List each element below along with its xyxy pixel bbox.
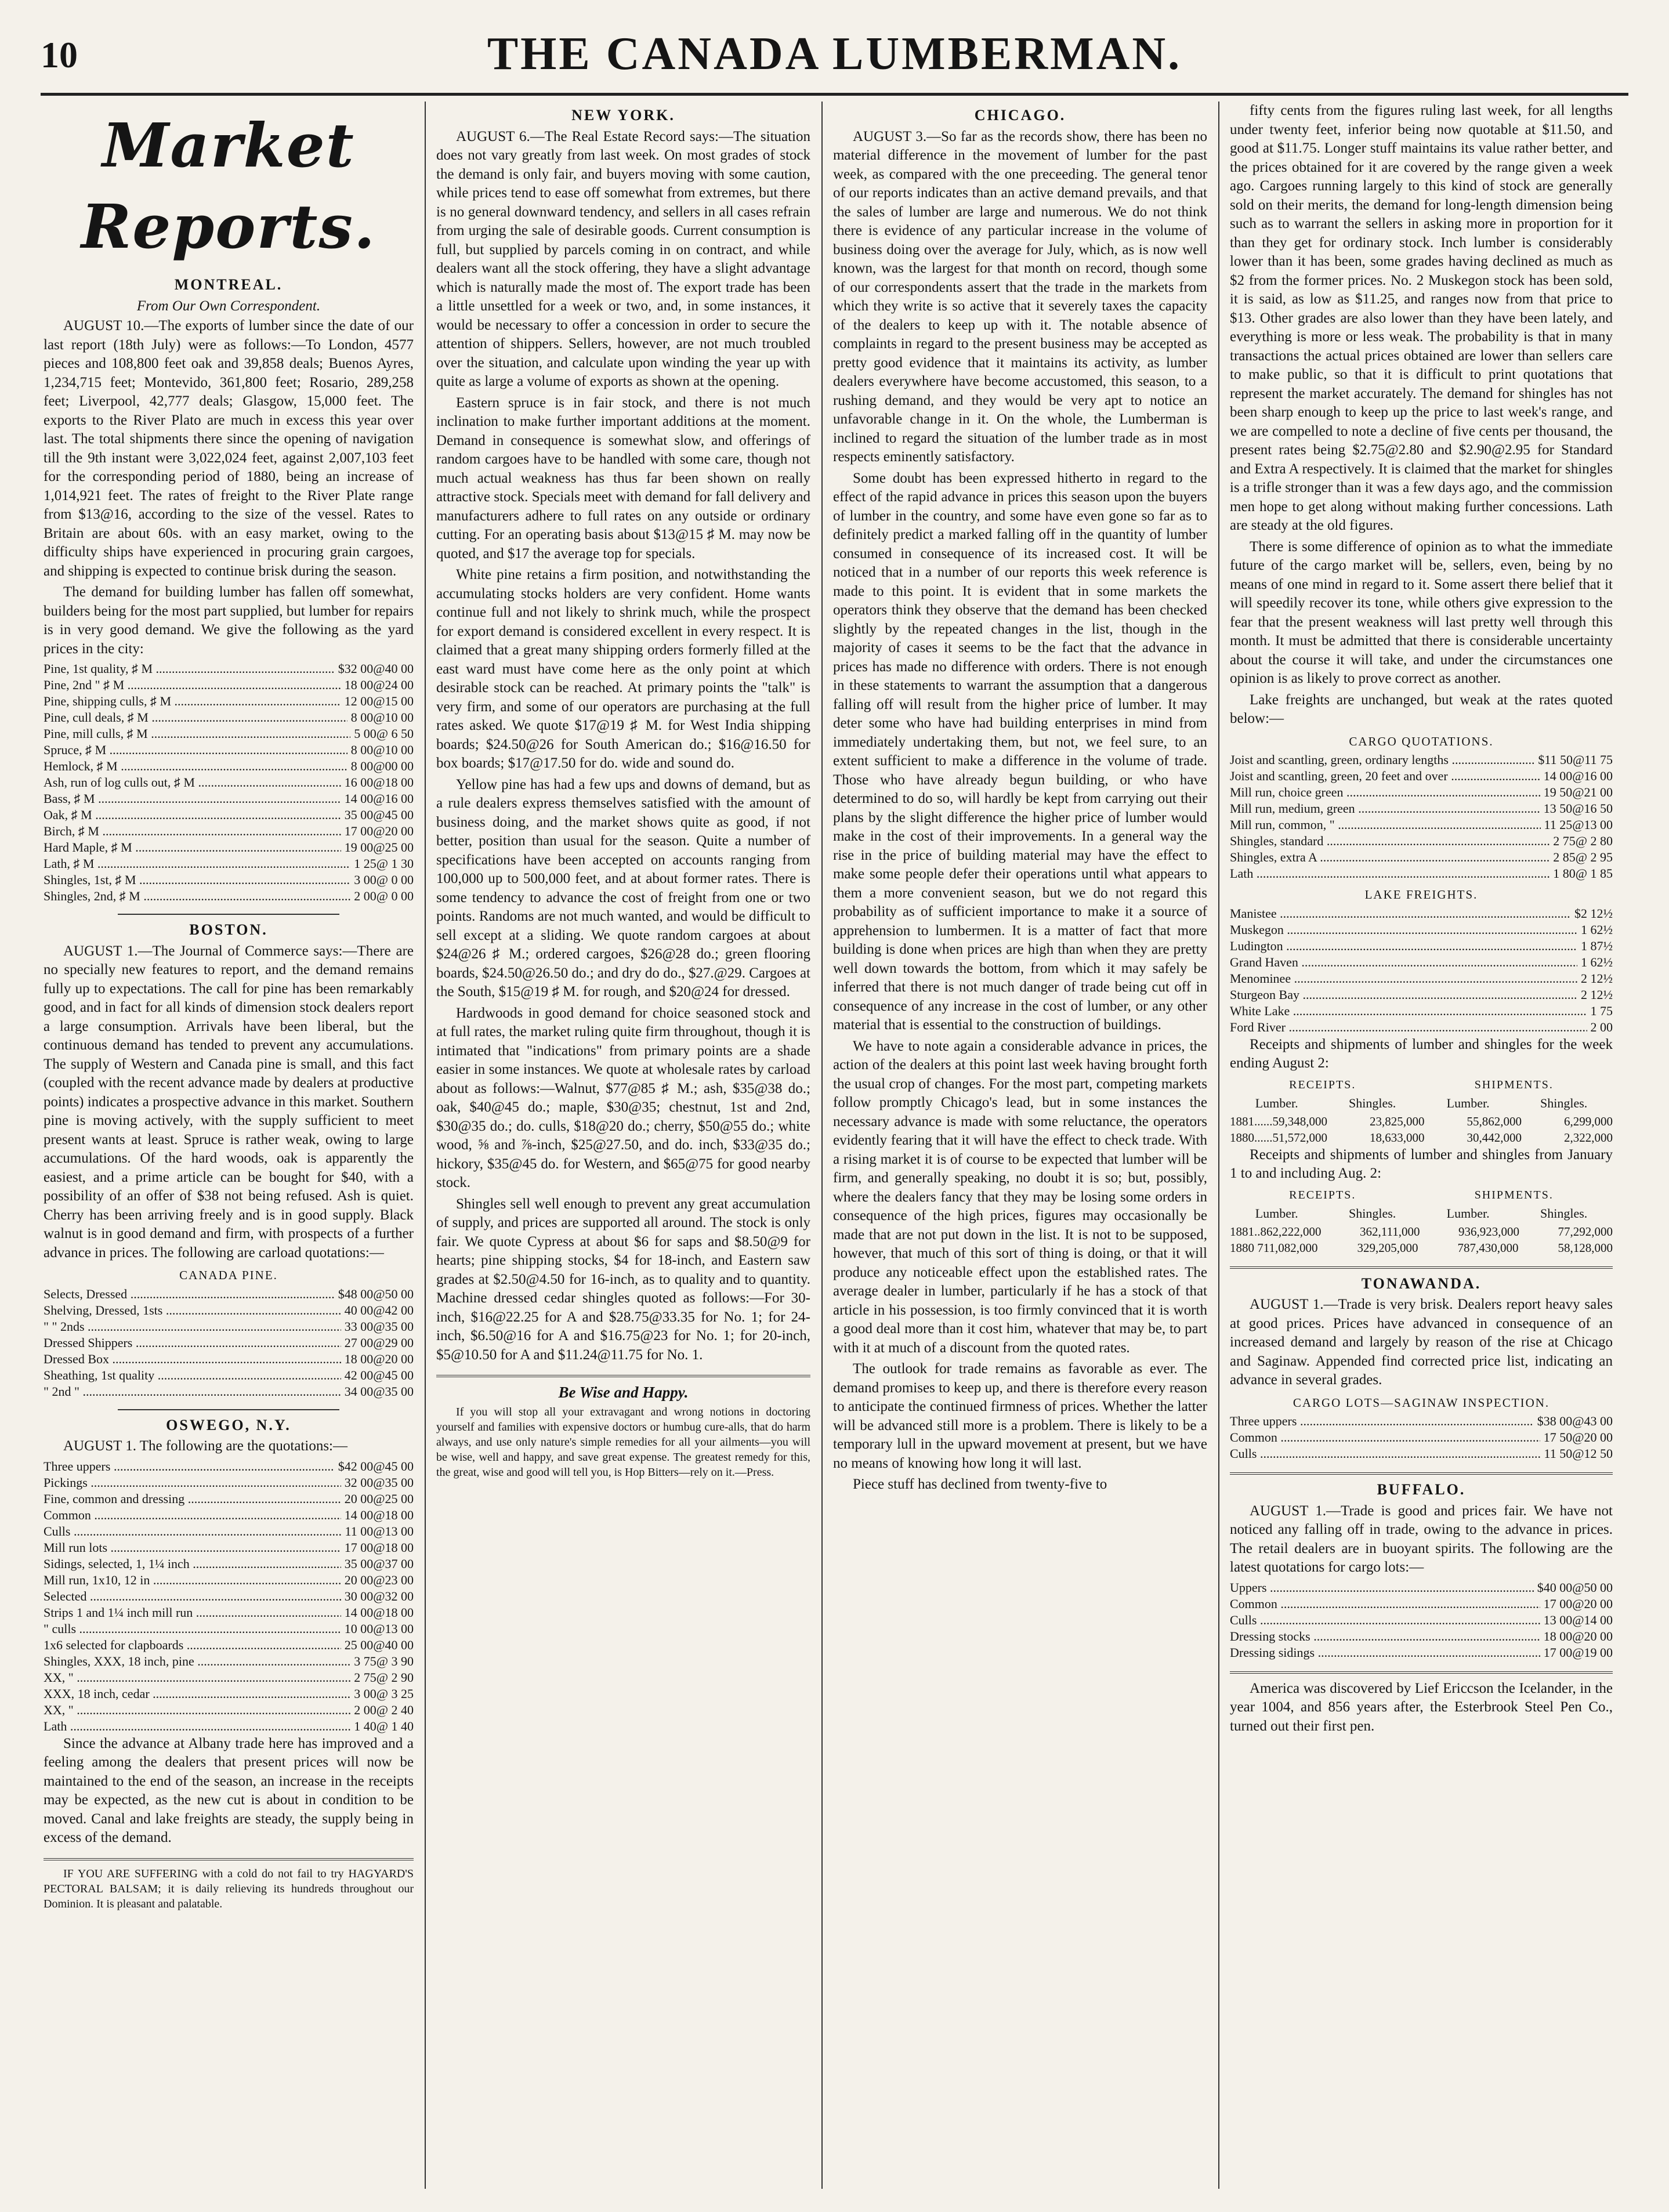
price-label: Three uppers ..... — [44, 1458, 335, 1475]
price-label: XX, " ..... — [44, 1702, 350, 1718]
lake-freights-title: LAKE FREIGHTS. — [1364, 888, 1478, 902]
price-label: Common ..... — [44, 1507, 341, 1523]
buffalo-heading: BUFFALO. — [1377, 1481, 1466, 1498]
price-value: 8 00@10 00 — [350, 710, 414, 725]
price-row — [44, 791, 414, 807]
price-value: 14 00@16 00 — [1543, 769, 1613, 783]
price-label: Muskegon ..... — [1230, 922, 1577, 938]
receipts-columns — [1230, 1204, 1613, 1223]
price-label: Mill run, 1x10, 12 in ..... — [44, 1572, 341, 1588]
stat-cell: 1881..862,222,000 — [1230, 1224, 1322, 1239]
section-rule — [1230, 1472, 1613, 1475]
price-label: Sturgeon Bay ..... — [1230, 987, 1577, 1003]
price-value: $2 12½ — [1574, 906, 1613, 921]
price-label: Pine, 2nd " ♯ M ..... — [44, 677, 341, 693]
price-row — [44, 1351, 414, 1367]
column-header: Shingles. — [1349, 1206, 1396, 1221]
price-row — [1230, 971, 1613, 987]
cargo-price-list — [1230, 752, 1613, 882]
price-label: Pine, shipping culls, ♯ M ..... — [44, 693, 341, 709]
price-label: Mill run lots ..... — [44, 1540, 341, 1556]
price-row — [44, 1686, 414, 1702]
price-value: 33 00@35 00 — [344, 1319, 414, 1334]
price-value: $11 50@11 75 — [1538, 752, 1613, 767]
paragraph: fifty cents from the figures ruling last week, for all lengths under twenty feet, inferior being now quotable at $11.50, and good at $11.75. Longer stuff maintains its value rather better, and the prices obtained for it are covered by the range given a week ago. Cargoes running largely to this kind of stock are generally sold on their merits, the demand for long-length dimension being such as to warrant the sellers in asking more in proportion for it than they get for ordinary stock. Inch lumber is considerably lower than it has been, some grades having declined as much as $2 from the former prices. No. 2 Muskegon stock has been sold, it is said, as low as $11.25, and ranges now from that price to $13. Other grades are also lower than they have been lately, and everything is more or less weak. The probability is that in many transactions the actual prices obtained are lower than sellers care to make public, so that it is difficult to print quotations that represent the market accurately. The demand for shingles has not been sharp enough to keep up the price to last week's range, and we are compelled to note a decline of five cents per thousand, the present rates being $2.75@2.80 and $2.90@2.95 for Standard and Extra A respectively. It is claimed that the market for shingles is a trifle stronger than it was a few days ago, and the commission men hope to get along without making further concessions. Lath are steady at the old figures. — [1230, 103, 1613, 533]
receipts-label: RECEIPTS. — [1289, 1078, 1356, 1091]
boston-paragraph: AUGUST 1.—The Journal of Commerce says:—There are no specially new features to report, and the demand remains fully up to expectations. The call for pine has been remarkably good, and in fact for all kinds of dimension stock dealers report a large consumption. Arrivals have been liberal, but the continuous demand has tended to prevent any accumulations. The supply of Western and Canada pine is small, and this fact (coupled with the recent advance made by dealers at productive points) indicates a prospective advance in this market. Southern pine is moving actively, with the supply sufficient to meet present wants at least. Spruce is rather weak, owing to large accumulations. Of the hard woods, oak is apparently the easiest, and a prime article can be bought for $40, with a possibility of an offer of $38 not being refused. Ash is quiet. Cherry has been arriving freely and is in good supply. Black walnut is in good demand and firm, with prospects of a further advance in prices. The following are carload quotations:— — [44, 943, 414, 1261]
price-label: Common ..... — [1230, 1596, 1540, 1612]
price-label: Shingles, 2nd, ♯ M ..... — [44, 888, 350, 904]
page-header — [41, 23, 1628, 93]
price-label: Culls ..... — [1230, 1446, 1541, 1462]
price-value: 11 00@13 00 — [345, 1523, 414, 1538]
receipts-header — [1230, 1076, 1613, 1095]
price-label: Lath ..... — [44, 1718, 350, 1735]
paragraph: Lake freights are unchanged, but weak at the rates quoted below:— — [1230, 692, 1613, 726]
price-row — [44, 1540, 414, 1556]
price-row — [44, 1605, 414, 1621]
price-row — [44, 742, 414, 758]
price-label: Culls ..... — [1230, 1612, 1540, 1628]
column-3 — [833, 102, 1207, 2195]
price-value: 2 85@ 2 95 — [1553, 850, 1613, 864]
price-row — [44, 1588, 414, 1605]
price-row — [1230, 833, 1613, 849]
price-row — [44, 1718, 414, 1735]
price-row — [44, 1286, 414, 1302]
price-value: 1 87½ — [1581, 938, 1613, 953]
price-label: Spruce, ♯ M ..... — [44, 742, 347, 758]
stat-cell: 55,862,000 — [1467, 1114, 1522, 1128]
stat-cell: 58,128,000 — [1558, 1240, 1613, 1255]
page-number: 10 — [41, 34, 78, 75]
price-row — [44, 1637, 414, 1653]
price-value: 32 00@35 00 — [344, 1475, 414, 1490]
receipts-intro: Receipts and shipments of lumber and shingles for the week ending August 2: — [1230, 1036, 1613, 1071]
stat-row — [1230, 1129, 1613, 1146]
section-rule — [1230, 1266, 1613, 1269]
price-label: Dressing sidings ..... — [1230, 1645, 1540, 1661]
price-row — [44, 1458, 414, 1475]
paragraph: Yellow pine has had a few ups and downs of demand, but as a rule dealers express themselves satisfied with the amount of business doing, and the market shows quite as good, if not better, position than usual for the season. Quite a number of specifications have been accepted on accounts ranging from 100,000 up to 500,000 feet, and at about former rates. There is some tendency to advance the cost of freight from one or two points. Randoms are not much wanted, and would be difficult to sell except at a sliding. We quote random cargoes at about $24@26 ♯ M.; ordered cargoes, $26@28 do.; green flooring boards, $24.50@26.50 do.; and dry do do., $27.@29. Cargoes at the South, $15@19 ♯ M. for rough, and $20@24 for dressed. — [436, 776, 810, 1000]
price-value: 30 00@32 00 — [344, 1588, 414, 1603]
price-value: 1 80@ 1 85 — [1553, 866, 1613, 881]
paragraph: There is some difference of opinion as to what the immediate future of the cargo market will be, sellers, even, being by no means of one mind in regard to it. Some assert there belief that it will speedily recover its tone, while others give expression to the fear that the present weakness will last pretty well through this month. It must be admitted that there is considerable uncertainty about the course it will take, and under the circumstances one opinion is as likely to prove correct as another. — [1230, 538, 1613, 686]
receipts-rows — [1230, 1223, 1613, 1256]
price-row — [44, 1302, 414, 1319]
paragraph: Piece stuff has declined from twenty-five to — [853, 1476, 1107, 1492]
price-value: 12 00@15 00 — [344, 694, 414, 708]
price-value: 13 00@14 00 — [1543, 1612, 1613, 1627]
price-value: 3 00@ 3 25 — [354, 1686, 414, 1701]
receipts-rows — [1230, 1113, 1613, 1146]
receipts-intro: Receipts and shipments of lumber and shingles from January 1 to and including Aug. 2: — [1230, 1146, 1613, 1181]
price-row — [1230, 768, 1613, 784]
price-value: $42 00@45 00 — [338, 1458, 414, 1474]
price-value: 27 00@29 00 — [344, 1335, 414, 1350]
price-row — [44, 1702, 414, 1718]
price-label: Dressing stocks ..... — [1230, 1628, 1540, 1645]
footer-note: IF YOU ARE SUFFERING with a cold do not fail to try HAGYARD'S PECTORAL BALSAM; it is daily relieving its hundreds throughout our Dominion. It is pleasant and palatable. — [44, 1867, 414, 1910]
paragraph: The outlook for trade remains as favorable as ever. The demand promises to keep up, and there is therefore every reason to anticipate the continued firmness of prices. Whether the latter will be advanced still more is a problem. There is likely to be a temporary lull in the upward movement at present, but we have no means of knowing how long it will last. — [833, 1361, 1207, 1471]
price-value: 18 00@20 00 — [344, 1351, 414, 1366]
column-header: Lumber. — [1446, 1206, 1490, 1221]
receipts-header — [1230, 1186, 1613, 1205]
price-row — [44, 807, 414, 823]
price-row — [44, 661, 414, 677]
price-label: Dressed Box ..... — [44, 1351, 341, 1367]
price-value: 17 00@18 00 — [344, 1540, 414, 1555]
price-row — [44, 1556, 414, 1572]
price-value: 42 00@45 00 — [344, 1367, 414, 1382]
price-label: Ash, run of log culls out, ♯ M ..... — [44, 774, 341, 791]
price-row — [44, 1335, 414, 1351]
price-label: Manistee ..... — [1230, 906, 1571, 922]
price-label: 1x6 selected for clapboards ..... — [44, 1637, 341, 1653]
section-rule — [436, 1375, 810, 1377]
price-row — [44, 1319, 414, 1335]
price-row — [44, 1475, 414, 1491]
stat-cell: 77,292,000 — [1558, 1224, 1613, 1239]
stat-cell: 1880 711,082,000 — [1230, 1240, 1318, 1255]
chicago-heading: CHICAGO. — [974, 107, 1066, 124]
price-value: 17 50@20 00 — [1543, 1430, 1613, 1445]
price-value: 1 25@ 1 30 — [354, 856, 414, 871]
price-label: Sidings, selected, 1, 1¼ inch ..... — [44, 1556, 341, 1572]
montreal-paragraph: The demand for building lumber has fallen off somewhat, builders being for the most part supplied, but lumber for repairs is in very good demand. We give the following as the yard prices in the city: — [44, 584, 414, 657]
stat-cell: 936,923,000 — [1458, 1224, 1519, 1239]
price-label: Shingles, XXX, 18 inch, pine ..... — [44, 1653, 350, 1670]
price-row — [1230, 1580, 1613, 1596]
cargo-lots-title: CARGO LOTS—SAGINAW INSPECTION. — [1293, 1395, 1550, 1410]
price-value: $32 00@40 00 — [338, 661, 414, 676]
price-row — [1230, 1628, 1613, 1645]
price-value: 19 00@25 00 — [344, 840, 414, 855]
price-row — [1230, 1413, 1613, 1429]
oswego-heading: OSWEGO, N.Y. — [166, 1416, 291, 1433]
column-header: Shingles. — [1349, 1096, 1396, 1110]
price-label: Lath, ♯ M ..... — [44, 856, 350, 872]
price-label: Hemlock, ♯ M ..... — [44, 758, 347, 774]
price-value: 2 12½ — [1581, 987, 1613, 1002]
paragraph: AUGUST 3.—So far as the records show, there has been no material difference in the movement of lumber for the past week, as compared with the one preceeding. The general tenor of our reports indicates than an active demand prevails, and that the sales of lumber are large and numerous. We do not think there is evidence of any particular increase in the volume of business doing over the average for July, which, as is now well known, was the largest for that month on record, though some of our correspondents assert that the trade in the markets from which they write is so active that it severely taxes the capacity of the dealers to keep up with it. The notable absence of complaints in regard to the present business may be accepted as pretty good evidence that it maintains its activity, as lumber dealers everywhere have become accustomed, this season, to a rushing demand, and they would be very apt to notice an unfavorable change in it. On the whole, the Lumberman is inclined to regard the situation of the lumber trade as in most respects eminently satisfactory. — [833, 128, 1207, 465]
chicago-continued-text — [1230, 102, 1613, 729]
bewise-text: If you will stop all your extravagant and wrong notions in doctoring yourself and families with expensive doctors or humbug cure-alls, that do harm always, and use only nature's simple remedies for all your ailments—you will be wise, well and happy, and save great expense. The greatest remedy for this, the great, wise and good will tell you, is Hop Bitters—rely on it.—Press. — [436, 1405, 810, 1479]
price-row — [1230, 1019, 1613, 1036]
price-value: 10 00@13 00 — [344, 1621, 414, 1636]
oswego-paragraph: AUGUST 1. The following are the quotations:— — [63, 1438, 347, 1454]
price-value: 11 25@13 00 — [1544, 817, 1613, 832]
receipts-columns — [1230, 1094, 1613, 1113]
column-2 — [436, 102, 810, 2195]
price-row — [44, 709, 414, 726]
price-value: 14 00@18 00 — [344, 1507, 414, 1522]
price-value: 40 00@42 00 — [344, 1302, 414, 1317]
price-label: Bass, ♯ M ..... — [44, 791, 341, 807]
price-value: 3 00@ 0 00 — [354, 873, 414, 887]
price-row — [1230, 954, 1613, 971]
shipments-label: SHIPMENTS. — [1474, 1188, 1554, 1201]
stat-cell: 30,442,000 — [1467, 1130, 1522, 1145]
stat-cell: 787,430,000 — [1457, 1240, 1519, 1255]
price-label: Dressed Shippers ..... — [44, 1335, 341, 1351]
price-row — [44, 774, 414, 791]
paragraph: We have to note again a considerable advance in prices, the action of the dealers at this point last week having brought forth the usual crop of changes. For the most part, competing markets follow promptly Chicago's lead, but in some instances the necessary advance is made with some reluctance, the operators evidently fearing that it will have the effect to check trade. With a rising market it is of course to be expected that lumber will be firm, and generally speaking, no doubt it is so; but, possibly, where the dealers fancy that they may be losing some orders in consequence of the high prices, figures may occasionally be made that are not put down in the list. It is not to be supposed, however, that much of this sort of thing is doing, or that it will produce any noticeable effect upon the established rates. The average dealer in lumber, particularly if he has a stock of that article in his possession, is too firmly convinced that it is worth a good deal more than it cost him, whatever that may be, to part with it at much of a discount from the quoted rates. — [833, 1038, 1207, 1356]
montreal-paragraph: AUGUST 10.—The exports of lumber since the date of our last report (18th July) were as follows:—To London, 4577 pieces and 108,800 feet oak and 39,858 deals; Buenos Ayres, 1,234,715 feet; Montevido, 361,800 feet; Rosario, 289,258 feet; Liverpool, 42,777 deals; Glasgow, 15,000 feet. The exports to the River Plato are much in excess this year over last. The total shipments there since the opening of navigation till the 9th instant were 3,022,024 feet, against 2,007,103 feet for the corresponding period of 1880, being an increase of 1,014,921 feet. The rates of freight to the River Plate range from $13@16, according to the size of the vessel. Rates to Britain are about 60s. with an easy market, owing to the difficulty ships have experienced in procuring grain cargoes, and shipping is expected to continue brisk during the season. — [44, 318, 414, 579]
price-row — [44, 839, 414, 856]
price-row — [44, 1384, 414, 1400]
price-row — [1230, 1612, 1613, 1628]
price-row — [44, 1367, 414, 1384]
section-rule — [44, 1858, 414, 1860]
price-row — [1230, 1645, 1613, 1661]
shipments-label: SHIPMENTS. — [1474, 1078, 1554, 1091]
stat-cell: 6,299,000 — [1564, 1114, 1613, 1128]
price-row — [1230, 801, 1613, 817]
paragraph: Some doubt has been expressed hitherto in regard to the effect of the rapid advance in prices this season upon the buyers of lumber in the country, and some have even gone so far as to definitely predict a marked falling off in the quantity of lumber consumed in consequence of its increased cost. It will be noticed that in a number of our reports this week reference is made to this point. It is evident that in some markets the operators think they observe that the demand has been checked slightly by the repeated changes in the list, though in the majority of cases it seems to be the fact that the advance in prices has made no difference with orders. There is not enough in these statements to warrant the assumption that a dangerous falling off will result from the higher price of lumber. It may deter some who have had building enterprises in mind from immediately undertaking them, but not, we feel sure, to an extent sufficient to make a difference in the volume of trade. Those who have already begun building, or who have determined to do so, will hardly be kept from carrying out their plans by the slight difference the higher price of lumber would make in the cost of their improvements. In a general way the rise in the price of building material may have the effect to make some people defer their operations until what appears to them a more convenient season, but we do not regard this probability as of sufficient importance to make it a source of apprehension to lumbermen. It is a matter of fact that more building is done when prices are high than when they are pretty well down towards the bottom, from which it may safely be inferred that there is not much danger of trade being cut off in consequence of any increase in the cost of lumber, or any other material that is essential to the construction of buildings. — [833, 470, 1207, 1033]
cargo-quotations-title: CARGO QUOTATIONS. — [1349, 734, 1494, 748]
price-label: Shelving, Dressed, 1sts ..... — [44, 1302, 341, 1319]
price-value: 11 50@12 50 — [1544, 1446, 1613, 1461]
price-label: Pine, mill culls, ♯ M ..... — [44, 726, 350, 742]
price-row — [1230, 938, 1613, 954]
price-label: Fine, common and dressing ..... — [44, 1491, 341, 1507]
paragraph: Hardwoods in good demand for choice seasoned stock and at full rates, the market ruling quite firm throughout, though it is intimated that "indications" from primary points are a shade easier in some instances. We quote at wholesale rates by carload about as follows:—Walnut, $77@85 ♯ M.; ash, $35@38 do.; oak, $40@45 do.; maple, $30@35; chestnut, 1st and 2nd, $30@35 do.; do. culls, $18@20 do.; cherry, $50@55 do.; white wood, ⅝ and ⅞-inch, $25@27.50, and do. inch, $33@35 do.; hickory, $35@45 do. for Western, and $65@75 for good nearby stock. — [436, 1005, 810, 1190]
price-value: 8 00@10 00 — [350, 743, 414, 757]
price-row — [1230, 817, 1613, 833]
receipts-label: RECEIPTS. — [1289, 1188, 1356, 1201]
price-row — [44, 823, 414, 839]
price-row — [44, 1507, 414, 1523]
boston-price-list — [44, 1286, 414, 1400]
price-value: 1 62½ — [1581, 954, 1613, 969]
price-value: 1 75 — [1590, 1003, 1613, 1018]
price-row — [1230, 784, 1613, 801]
masthead: THE CANADA LUMBERMAN. — [487, 28, 1182, 79]
price-value: 14 00@16 00 — [344, 791, 414, 806]
stat-cell: 1881......59,348,000 — [1230, 1114, 1327, 1128]
lake-freight-list — [1230, 906, 1613, 1036]
column-header: Lumber. — [1446, 1096, 1490, 1110]
price-label: " culls ..... — [44, 1621, 341, 1637]
tonawanda-text: AUGUST 1.—Trade is very brisk. Dealers report heavy sales at good prices. Prices have advanced in consequence of an increased demand and largely by reason of the rise at Chicago and Saginaw. Appended find corrected price list, indicating an advance in several grades. — [1230, 1297, 1613, 1388]
price-row — [1230, 906, 1613, 922]
price-label: Mill run, choice green ..... — [1230, 784, 1540, 801]
price-label: Pickings ..... — [44, 1475, 341, 1491]
section-rule — [1230, 1671, 1613, 1674]
price-label: XX, " ..... — [44, 1670, 350, 1686]
stat-row — [1230, 1113, 1613, 1129]
price-label: Strips 1 and 1¼ inch mill run ..... — [44, 1605, 341, 1621]
price-row — [44, 1621, 414, 1637]
price-label: Selected ..... — [44, 1588, 341, 1605]
price-label: Shingles, 1st, ♯ M ..... — [44, 872, 350, 888]
price-label: White Lake ..... — [1230, 1003, 1587, 1019]
price-value: 35 00@37 00 — [344, 1556, 414, 1571]
price-label: Sheathing, 1st quality ..... — [44, 1367, 341, 1384]
price-row — [44, 677, 414, 693]
section-title: Market Reports. — [81, 110, 376, 262]
price-value: 2 75@ 2 90 — [354, 1670, 414, 1685]
price-value: 2 12½ — [1581, 971, 1613, 986]
price-label: Common ..... — [1230, 1429, 1540, 1446]
price-value: 19 50@21 00 — [1543, 785, 1613, 799]
price-value: 17 00@19 00 — [1543, 1645, 1613, 1660]
chicago-text — [833, 128, 1207, 1494]
price-label: XXX, 18 inch, cedar ..... — [44, 1686, 350, 1702]
price-row — [44, 1572, 414, 1588]
price-row — [1230, 922, 1613, 938]
column-1 — [44, 102, 414, 2195]
price-value: 20 00@25 00 — [344, 1491, 414, 1506]
section-rule — [118, 1409, 340, 1410]
column-divider — [821, 102, 823, 2189]
price-value: 5 00@ 6 50 — [354, 726, 414, 741]
stat-cell: 1880......51,572,000 — [1230, 1130, 1327, 1145]
price-row — [1230, 866, 1613, 882]
price-label: Uppers ..... — [1230, 1580, 1534, 1596]
buffalo-text: AUGUST 1.—Trade is good and prices fair. We have not noticed any falling off in trade, owing to the advance in prices. The retail dealers are in buoyant spirits. The following are the latest quotations for cargo lots:— — [1230, 1503, 1613, 1575]
price-value: 2 00@ 2 40 — [354, 1702, 414, 1717]
price-value: $48 00@50 00 — [338, 1286, 414, 1301]
column-4 — [1230, 102, 1613, 2195]
price-value: 35 00@45 00 — [344, 808, 414, 822]
paragraph: Shingles sell well enough to prevent any great accumulation of supply, and prices are supported all around. The stock is only fair. We quote Cypress at about $6 for saps and $8.50@9 for hearts; pine shipping stocks, $4 for 18-inch, and Eastern saw grades at $2.50@4.50 for 16-inch, as to quality and to quantity. Machine dressed cedar shingles quoted as follows:—For 30-inch, $16@22.25 for A and $28.75@33.35 for No. 1; for 24-inch, $6.50@16 for A and $16.75@23 for No. 1; for 20-inch, $5@10.50 for A and $11.24@11.75 for No. 1. — [436, 1196, 810, 1363]
price-row — [1230, 1003, 1613, 1019]
boston-heading: BOSTON. — [189, 921, 268, 938]
america-note: America was discovered by Lief Ericcson the Icelander, in the year 1004, and 856 years after, the Esterbrook Steel Pen Co., turned out their first pen. — [1230, 1680, 1613, 1734]
stat-cell: 2,322,000 — [1564, 1130, 1613, 1145]
price-label: Selects, Dressed ..... — [44, 1286, 335, 1302]
price-label: Grand Haven ..... — [1230, 954, 1577, 971]
header-rule — [41, 93, 1628, 96]
tonawanda-price-list — [1230, 1413, 1613, 1462]
stat-cell: 18,633,000 — [1370, 1130, 1425, 1145]
price-row — [1230, 752, 1613, 768]
column-divider — [425, 102, 426, 2189]
stat-row — [1230, 1223, 1613, 1240]
price-row — [44, 888, 414, 904]
price-row — [1230, 1446, 1613, 1462]
bewise-heading: Be Wise and Happy. — [558, 1384, 689, 1401]
montreal-subtitle: From Our Own Correspondent. — [136, 298, 321, 314]
price-row — [1230, 1429, 1613, 1446]
price-label: Menominee ..... — [1230, 971, 1577, 987]
price-row — [44, 693, 414, 709]
montreal-heading: MONTREAL. — [174, 276, 283, 293]
column-header: Lumber. — [1255, 1206, 1298, 1221]
price-value: 18 00@20 00 — [1543, 1628, 1613, 1643]
price-label: Three uppers ..... — [1230, 1413, 1534, 1429]
column-header: Shingles. — [1540, 1096, 1588, 1110]
column-header: Shingles. — [1540, 1206, 1588, 1221]
price-label: Pine, cull deals, ♯ M ..... — [44, 709, 347, 726]
price-label: Birch, ♯ M ..... — [44, 823, 341, 839]
price-value: 18 00@24 00 — [344, 678, 414, 692]
price-label: Ford River ..... — [1230, 1019, 1587, 1036]
price-value: 17 00@20 00 — [1543, 1596, 1613, 1611]
price-value: 1 62½ — [1581, 922, 1613, 937]
price-row — [44, 1491, 414, 1507]
price-row — [1230, 1596, 1613, 1612]
price-value: 16 00@18 00 — [344, 775, 414, 790]
price-value: $38 00@43 00 — [1537, 1414, 1613, 1428]
price-row — [1230, 849, 1613, 866]
stat-cell: 23,825,000 — [1370, 1114, 1425, 1128]
paragraph: Eastern spruce is in fair stock, and there is not much inclination to make further important additions at the moment. Demand in consequence is somewhat slow, and offerings of random cargoes have to be handled with some care, though not much actual weakness has thus far been shown on really attractive stock. Specials meet with demand for fall delivery and manufacturers adhere to full rates on any outside or ordinary cutting. For an operating basis about $13@15 ♯ M. may now be quoted, and $17 the average top for specials. — [436, 394, 810, 562]
price-value: 1 40@ 1 40 — [354, 1718, 414, 1733]
price-label: Oak, ♯ M ..... — [44, 807, 341, 823]
price-row — [44, 856, 414, 872]
price-label: Joist and scantling, green, 20 feet and over ..... — [1230, 768, 1540, 784]
price-value: 8 00@00 00 — [350, 759, 414, 773]
price-row — [44, 872, 414, 888]
price-label: Shingles, standard ..... — [1230, 833, 1549, 849]
newyork-heading: NEW YORK. — [571, 107, 675, 124]
canada-pine-title: CANADA PINE. — [179, 1268, 278, 1282]
price-row — [44, 758, 414, 774]
price-value: 13 50@16 50 — [1543, 801, 1613, 816]
price-label: Lath ..... — [1230, 866, 1549, 882]
paragraph: AUGUST 6.—The Real Estate Record says:—The situation does not vary greatly from last week. On most grades of stock the demand is only fair, and buyers moving with some caution, while prices tend to ease off somewhat from extremes, but there is no general downward tendency, and sellers in all cases refrain from urging the sale of desirable goods. Current consumption is full, but supplied by parcels coming in on contract, and while dealers want all the stock offering, they have a slight advantage which is naturally made the most of. The export trade has been a little unsettled for a week or two, and, in some instances, it would be necessary to offer a concession in order to secure the attention of shippers. Sellers, however, are not much troubled over the situation, and calculate upon winding the year up with quite as large a volume of exports as shown at the opening. — [436, 128, 810, 389]
price-value: 20 00@23 00 — [344, 1572, 414, 1587]
price-value: $40 00@50 00 — [1537, 1580, 1613, 1595]
oswego-paragraph: Since the advance at Albany trade here has improved and a feeling among the dealers that present prices will now be maintained to the end of the season, an increase in the receipts may be expected, as the new cut is about in condition to be moved. Canal and lake freights are steady, the supply being in excess of the demand. — [44, 1735, 414, 1845]
price-label: Mill run, medium, green ..... — [1230, 801, 1540, 817]
price-label: Joist and scantling, green, ordinary lengths ..... — [1230, 752, 1534, 768]
price-value: 2 00 — [1590, 1019, 1613, 1034]
price-label: Pine, 1st quality, ♯ M ..... — [44, 661, 335, 677]
stat-cell: 329,205,000 — [1357, 1240, 1418, 1255]
price-row — [44, 1653, 414, 1670]
price-value: 17 00@20 00 — [344, 824, 414, 838]
stat-cell: 362,111,000 — [1360, 1224, 1420, 1239]
price-label: Ludington ..... — [1230, 938, 1577, 954]
oswego-price-list — [44, 1458, 414, 1735]
newyork-text — [436, 128, 810, 1365]
price-value: 2 75@ 2 80 — [1553, 834, 1613, 848]
price-value: 2 00@ 0 00 — [354, 889, 414, 903]
price-label: Shingles, extra A ..... — [1230, 849, 1549, 866]
price-row — [1230, 987, 1613, 1003]
price-value: 3 75@ 3 90 — [354, 1653, 414, 1668]
column-divider — [1218, 102, 1219, 2189]
price-value: 34 00@35 00 — [344, 1384, 414, 1399]
montreal-price-list — [44, 661, 414, 904]
price-value: 14 00@18 00 — [344, 1605, 414, 1620]
price-label: " " 2nds ..... — [44, 1319, 341, 1335]
price-label: Hard Maple, ♯ M ..... — [44, 839, 341, 856]
section-rule — [118, 914, 340, 915]
price-label: Mill run, common, " ..... — [1230, 817, 1541, 833]
price-value: 25 00@40 00 — [344, 1637, 414, 1652]
paragraph: White pine retains a firm position, and notwithstanding the accumulating stocks holders are very confident. Home wants continue full and not likely to shrink much, while the prospect for export demand is considered excellent in every respect. It is claimed that a great many shipping orders formerly filled at the east ward must have come here as the only point at which desirable stock can be reached. At primary points the "talk" is very firm, and some of our operators are purchasing at the full rates asked. We quote $17@19 ♯ M. for West India shipping boards; $24.50@26 for South American do.; $16@16.50 for box boards; $17@17.50 for do. wide and sound do. — [436, 567, 810, 771]
price-row — [44, 1670, 414, 1686]
column-header: Lumber. — [1255, 1096, 1298, 1110]
price-row — [44, 726, 414, 742]
price-label: " 2nd " ..... — [44, 1384, 341, 1400]
price-row — [44, 1523, 414, 1540]
price-label: Culls ..... — [44, 1523, 342, 1540]
stat-row — [1230, 1240, 1613, 1256]
tonawanda-heading: TONAWANDA. — [1361, 1275, 1482, 1292]
buffalo-price-list — [1230, 1580, 1613, 1661]
